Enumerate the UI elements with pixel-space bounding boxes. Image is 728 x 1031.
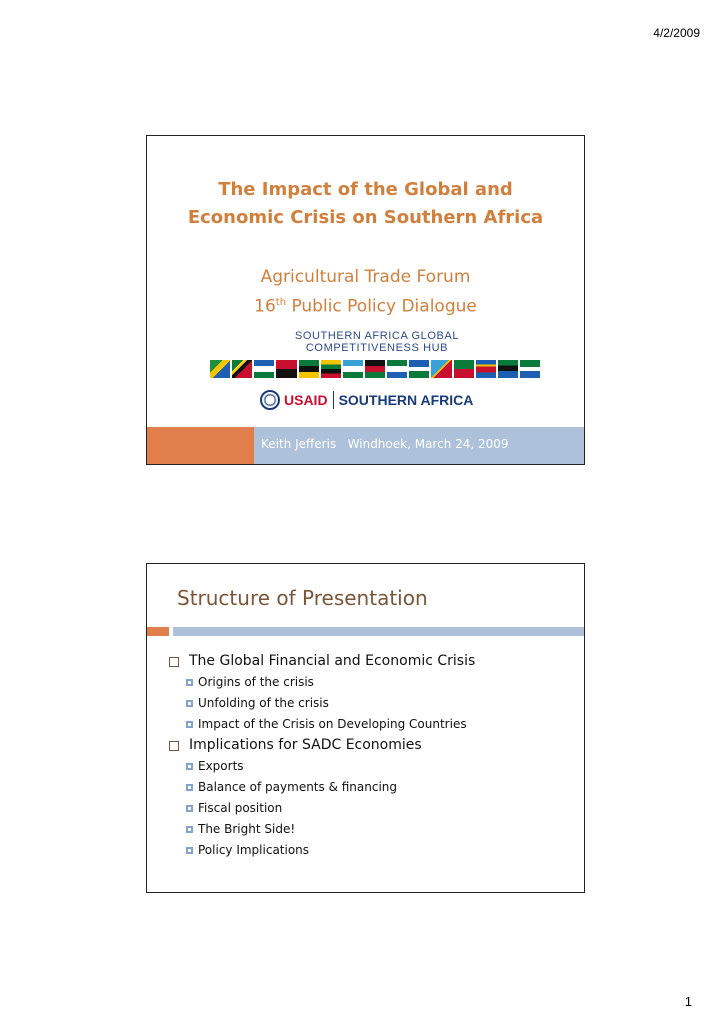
hub-logo: SOUTHERN AFRICA GLOBAL COMPETITIVENESS HUB — [294, 330, 460, 354]
square-bullet-icon — [186, 700, 193, 707]
square-bullet-icon — [186, 805, 193, 812]
square-bullet-icon — [186, 784, 193, 791]
list-item: Origins of the crisis — [186, 672, 475, 693]
list-item: Balance of payments & financing — [186, 777, 475, 798]
flags-banner — [210, 360, 540, 378]
square-bullet-icon — [186, 826, 193, 833]
list-item: Impact of the Crisis on Developing Countries — [186, 714, 475, 735]
title-rule-bar — [173, 627, 584, 636]
list-item: Fiscal position — [186, 798, 475, 819]
list-item: Exports — [186, 756, 475, 777]
subtitle-line-2: 16th Public Policy Dialogue — [254, 296, 477, 317]
square-bullet-icon — [186, 763, 193, 770]
page-number: 1 — [684, 994, 692, 1009]
slide-structure — [146, 563, 585, 893]
list-item: Unfolding of the crisis — [186, 693, 475, 714]
list-item: The Bright Side! — [186, 819, 475, 840]
square-bullet-icon — [186, 679, 193, 686]
list-item: The Global Financial and Economic Crisis — [169, 651, 475, 672]
title-rule-accent — [147, 627, 169, 636]
slide-footer-accent — [147, 427, 254, 464]
square-bullet-icon — [186, 721, 193, 728]
slide-title — [146, 135, 585, 465]
slide-subtitle — [147, 264, 584, 320]
title-line-2: Economic Crisis on Southern Africa — [187, 207, 544, 228]
square-bullet-icon — [169, 657, 179, 667]
logo-divider — [333, 391, 334, 409]
slide-footer-text: Keith Jefferis Windhoek, March 24, 2009 — [261, 437, 509, 451]
square-bullet-icon — [186, 847, 193, 854]
subtitle-line-1: Agricultural Trade Forum — [260, 267, 471, 287]
outline-list — [169, 651, 475, 861]
usaid-logo: USAID SOUTHERN AFRICA — [260, 388, 473, 412]
usaid-seal-icon — [260, 390, 280, 410]
square-bullet-icon — [169, 741, 179, 751]
list-item: Policy Implications — [186, 840, 475, 861]
slide-title-heading — [147, 176, 584, 232]
slide-title: Structure of Presentation — [177, 586, 428, 610]
page-date: 4/2/2009 — [653, 26, 700, 40]
title-line-1: The Impact of the Global and — [218, 179, 513, 200]
list-item: Implications for SADC Economies — [169, 735, 475, 756]
